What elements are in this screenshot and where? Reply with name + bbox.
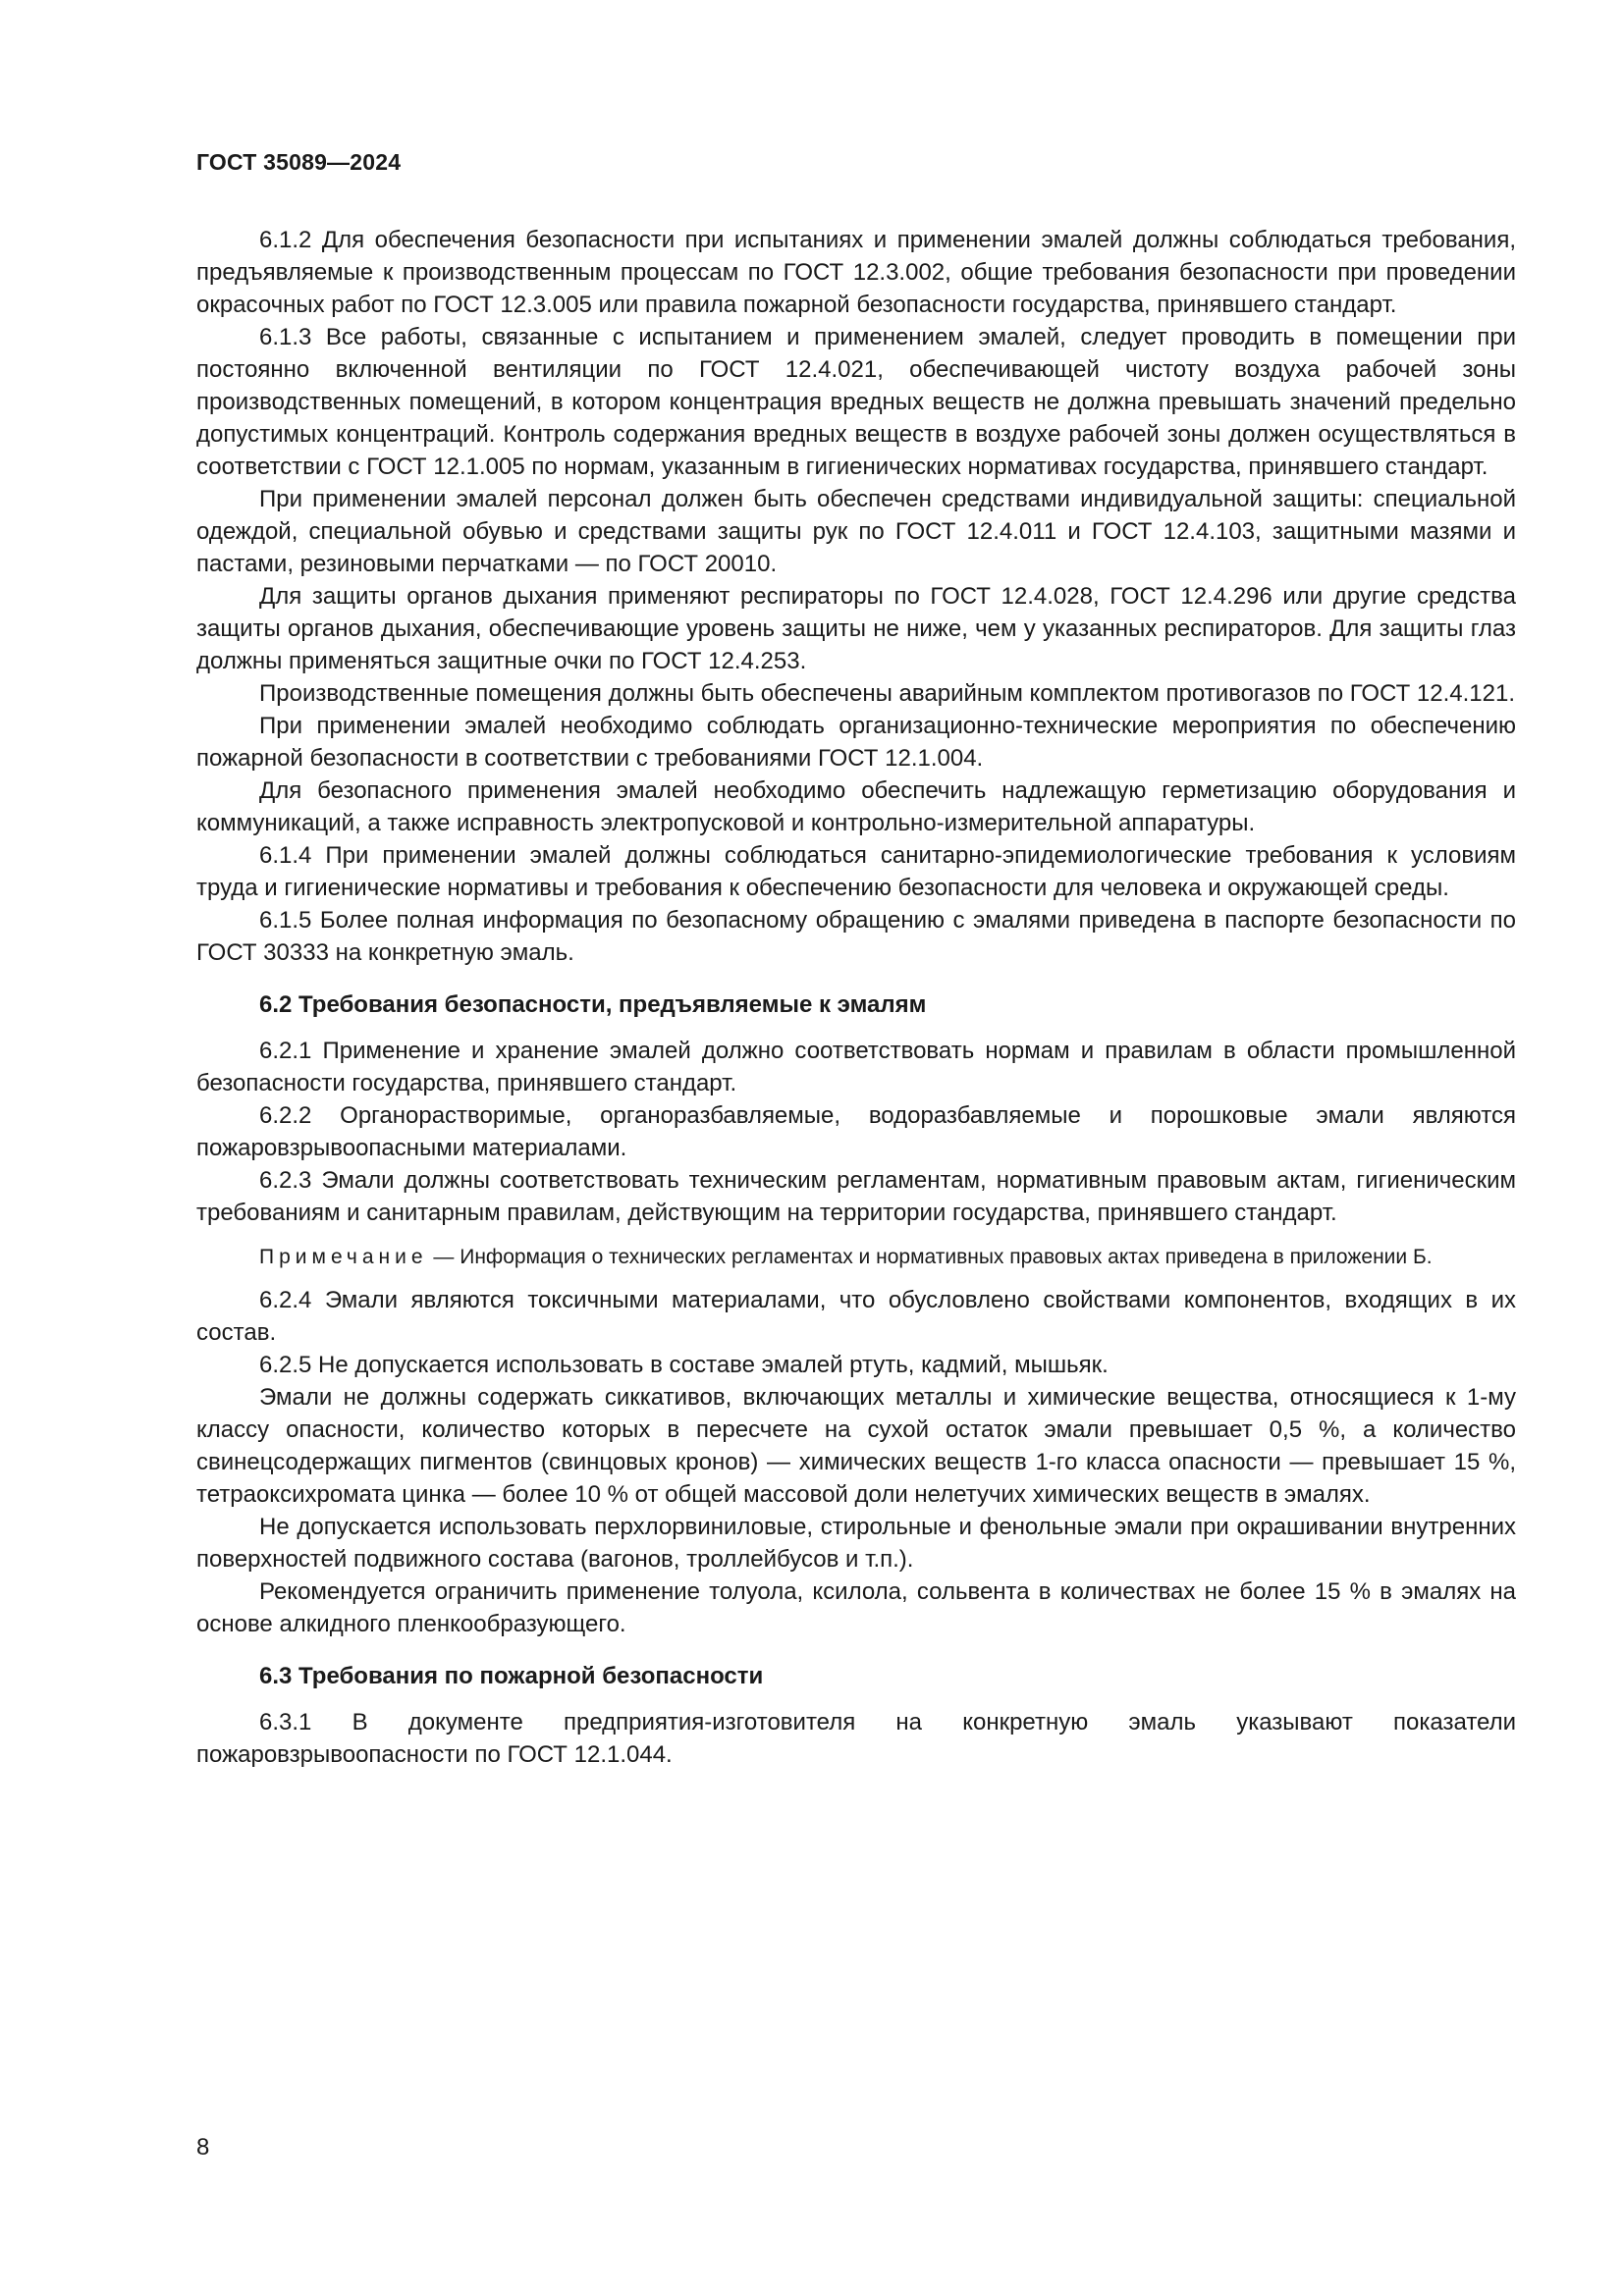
note-label: Примечание xyxy=(259,1246,428,1268)
section-heading-6-2: 6.2 Требования безопасности, предъявляемые к эмалям xyxy=(259,991,927,1018)
paragraph-6-1-5: 6.1.5 Более полная информация по безопасному обращению с эмалями приведена в паспорте безопасности по ГОСТ 30333 на конкретную эмаль. xyxy=(196,907,1516,966)
paragraph-siccatives: Эмали не должны содержать сиккативов, включающих металлы и химические вещества, относящиеся к 1-му классу опасности, количество которых в пересчете на сухой остаток эмали превышает 0,5 %, а количество свинецсодержащих пигментов (свинцовых кронов) — химических веществ 1-го класса опасности — превышает 15 %, тетраоксихромата цинка — более 10 % от общей массовой доли нелетучих химических веществ в эмалях. xyxy=(196,1384,1516,1508)
paragraph-gas-masks: Производственные помещения должны быть обеспечены аварийным комплектом противогазов по ГОСТ 12.4.121. xyxy=(259,680,1516,707)
paragraph-ppe: При применении эмалей персонал должен быть обеспечен средствами индивидуальной защиты: специальной одеждой, специальной обувью и средствами защиты рук по ГОСТ 12.4.011 и ГОСТ 12.4.103, защитными мазями и пастами, резиновыми перчатками — по ГОСТ 20010. xyxy=(196,486,1516,577)
paragraph-6-2-2: 6.2.2 Органорастворимые, органоразбавляемые, водоразбавляемые и порошковые эмали являются пожаровзрывоопасными материалами. xyxy=(196,1102,1516,1161)
paragraph-6-2-3: 6.2.3 Эмали должны соответствовать техническим регламентам, нормативным правовым актам, гигиеническим требованиям и санитарным правилам, действующим на территории государства, принявшего стандарт. xyxy=(196,1167,1516,1226)
document-body xyxy=(196,224,1516,1771)
paragraph-6-1-4: 6.1.4 При применении эмалей должны соблюдаться санитарно-эпидемиологические требования к условиям труда и гигиенические нормативы и требования к обеспечению безопасности для человека и окружающей среды. xyxy=(196,842,1516,901)
section-heading-6-3: 6.3 Требования по пожарной безопасности xyxy=(259,1663,764,1689)
page-number: 8 xyxy=(196,2134,210,2161)
paragraph-6-1-2: 6.1.2 Для обеспечения безопасности при испытаниях и применении эмалей должны соблюдаться требования, предъявляемые к производственным процессам по ГОСТ 12.3.002, общие требования безопасности при проведении окрасочных работ по ГОСТ 12.3.005 или правила пожарной безопасности государства, принявшего стандарт. xyxy=(196,227,1516,318)
paragraph-6-2-1: 6.2.1 Применение и хранение эмалей должно соответствовать нормам и правилам в области промышленной безопасности государства, принявшего стандарт. xyxy=(196,1038,1516,1096)
paragraph-6-2-5: 6.2.5 Не допускается использовать в составе эмалей ртуть, кадмий, мышьяк. xyxy=(259,1352,1109,1378)
paragraph-perchlorvinyl: Не допускается использовать перхлорвиниловые, стирольные и фенольные эмали при окрашивании внутренних поверхностей подвижного состава (вагонов, троллейбусов и т.п.). xyxy=(196,1514,1516,1573)
paragraph-equipment-sealing: Для безопасного применения эмалей необходимо обеспечить надлежащую герметизацию оборудования и коммуникаций, а также исправность электропусковой и контрольно-измерительной аппаратуры. xyxy=(196,777,1516,836)
paragraph-6-2-4: 6.2.4 Эмали являются токсичными материалами, что обусловлено свойствами компонентов, входящих в их состав. xyxy=(196,1287,1516,1346)
paragraph-respiratory: Для защиты органов дыхания применяют респираторы по ГОСТ 12.4.028, ГОСТ 12.4.296 или другие средства защиты органов дыхания, обеспечивающие уровень защиты не ниже, чем у указанных респираторов. Для защиты глаз должны применяться защитные очки по ГОСТ 12.4.253. xyxy=(196,583,1516,674)
paragraph-6-3-1: 6.3.1 В документе предприятия-изготовителя на конкретную эмаль указывают показатели пожаровзрывоопасности по ГОСТ 12.1.044. xyxy=(196,1709,1516,1768)
note xyxy=(196,1243,1516,1271)
paragraph-toluene: Рекомендуется ограничить применение толуола, ксилола, сольвента в количествах не более 15 % в эмалях на основе алкидного пленкообразующего. xyxy=(196,1578,1516,1637)
document-header: ГОСТ 35089—2024 xyxy=(196,149,402,175)
note-text: — Информация о технических регламентах и нормативных правовых актах приведена в приложении Б. xyxy=(427,1246,1433,1268)
paragraph-6-1-3: 6.1.3 Все работы, связанные с испытанием и применением эмалей, следует проводить в помещении при постоянно включенной вентиляции по ГОСТ 12.4.021, обеспечивающей чистоту воздуха рабочей зоны производственных помещений, в котором концентрация вредных веществ не должна превышать значений предельно допустимых концентраций. Контроль содержания вредных веществ в воздухе рабочей зоны должен осуществляться в соответствии с ГОСТ 12.1.005 по нормам, указанным в гигиенических нормативах государства, принявшего стандарт. xyxy=(196,324,1516,480)
paragraph-fire-measures: При применении эмалей необходимо соблюдать организационно-технические мероприятия по обеспечению пожарной безопасности в соответствии с требованиями ГОСТ 12.1.004. xyxy=(196,713,1516,772)
